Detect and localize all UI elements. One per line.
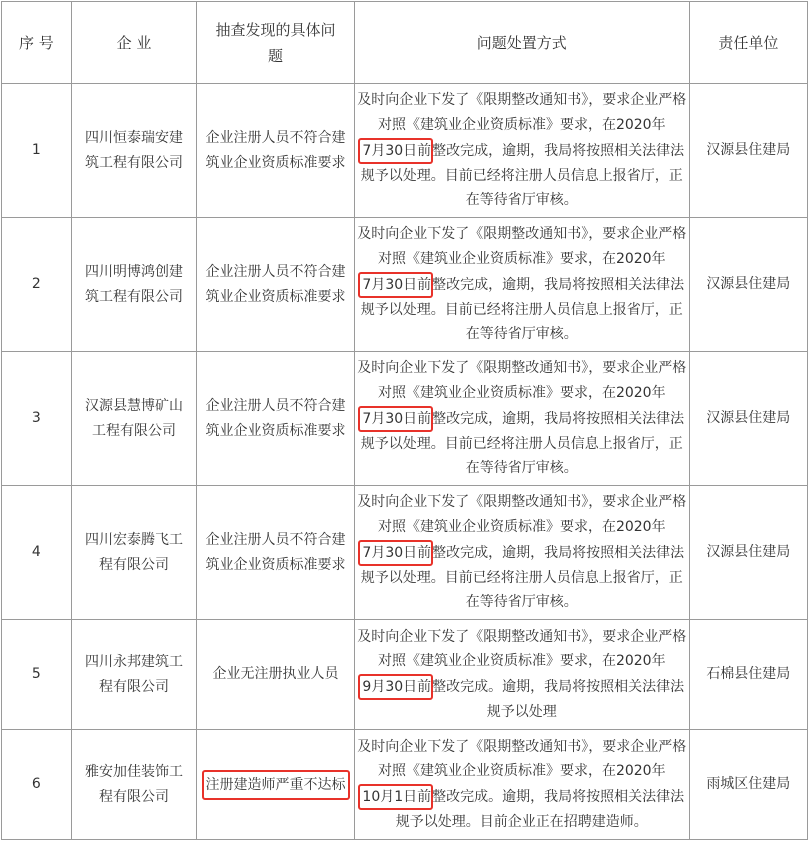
deadline-highlight: 7月30日前 xyxy=(358,138,433,164)
row-method xyxy=(354,218,689,352)
row-company: 雅安加佳装饰工程有限公司 xyxy=(71,730,196,840)
row-method xyxy=(354,620,689,730)
method-text-pre: 及时向企业下发了《限期整改通知书》，要求企业严格对照《建筑业企业资质标准》要求，在2020年 xyxy=(357,92,687,133)
header-method: 问题处置方式 xyxy=(354,2,689,84)
row-issue: 企业注册人员不符合建筑业企业资质标准要求 xyxy=(197,352,355,486)
row-unit: 雨城区住建局 xyxy=(689,730,807,840)
row-issue: 企业注册人员不符合建筑业企业资质标准要求 xyxy=(197,218,355,352)
method-text-pre: 及时向企业下发了《限期整改通知书》，要求企业严格对照《建筑业企业资质标准》要求，在2020年 xyxy=(357,494,687,535)
row-company: 四川明博鸿创建筑工程有限公司 xyxy=(71,218,196,352)
row-issue xyxy=(197,730,355,840)
deadline-highlight: 7月30日前 xyxy=(358,272,433,298)
row-index: 2 xyxy=(2,218,72,352)
method-text-pre: 及时向企业下发了《限期整改通知书》，要求企业严格对照《建筑业企业资质标准》要求，在2020年 xyxy=(357,226,687,267)
header-index: 序 号 xyxy=(2,2,72,84)
row-unit: 汉源县住建局 xyxy=(689,218,807,352)
method-text-post: 整改完成，逾期，我局将按照相关法律法规予以处理。目前已经将注册人员信息上报省厅，正在等待省厅审核。 xyxy=(360,544,685,611)
header-company: 企 业 xyxy=(71,2,196,84)
table-row xyxy=(2,620,808,730)
row-method xyxy=(354,730,689,840)
method-text-pre: 及时向企业下发了《限期整改通知书》，要求企业严格对照《建筑业企业资质标准》要求，在2020年 xyxy=(357,738,687,780)
method-text-post: 整改完成，逾期，我局将按照相关法律法规予以处理。目前已经将注册人员信息上报省厅，正在等待省厅审核。 xyxy=(360,410,685,477)
row-index: 4 xyxy=(2,486,72,620)
deadline-highlight: 7月30日前 xyxy=(358,406,433,432)
method-text-pre: 及时向企业下发了《限期整改通知书》，要求企业严格对照《建筑业企业资质标准》要求，在2020年 xyxy=(357,628,687,670)
table-header-row xyxy=(2,2,808,84)
table-row xyxy=(2,486,808,620)
deadline-highlight: 10月1日前 xyxy=(358,784,433,810)
table-row xyxy=(2,84,808,218)
issue-highlight: 注册建造师严重不达标 xyxy=(202,770,350,800)
row-unit: 石棉县住建局 xyxy=(689,620,807,730)
row-company: 汉源县慧博矿山工程有限公司 xyxy=(71,352,196,486)
row-index: 5 xyxy=(2,620,72,730)
row-issue: 企业注册人员不符合建筑业企业资质标准要求 xyxy=(197,486,355,620)
row-issue: 企业无注册执业人员 xyxy=(197,620,355,730)
row-index: 1 xyxy=(2,84,72,218)
header-unit: 责任单位 xyxy=(689,2,807,84)
row-method xyxy=(354,84,689,218)
deadline-highlight: 7月30日前 xyxy=(358,540,433,566)
row-index: 6 xyxy=(2,730,72,840)
row-method xyxy=(354,352,689,486)
table-row xyxy=(2,730,808,840)
deadline-highlight: 9月30日前 xyxy=(358,674,433,700)
row-method xyxy=(354,486,689,620)
method-text-post: 整改完成，逾期，我局将按照相关法律法规予以处理。目前已经将注册人员信息上报省厅，正在等待省厅审核。 xyxy=(360,276,685,343)
row-company: 四川永邦建筑工程有限公司 xyxy=(71,620,196,730)
method-text-post: 整改完成。逾期，我局将按照相关法律法规予以处理。目前企业正在招聘建造师。 xyxy=(395,788,685,830)
row-index: 3 xyxy=(2,352,72,486)
table-row xyxy=(2,218,808,352)
row-unit: 汉源县住建局 xyxy=(689,486,807,620)
method-text-post: 整改完成，逾期，我局将按照相关法律法规予以处理。目前已经将注册人员信息上报省厅，正在等待省厅审核。 xyxy=(360,142,685,209)
header-issue: 抽查发现的具体问题 xyxy=(197,2,355,84)
row-unit: 汉源县住建局 xyxy=(689,352,807,486)
method-text-pre: 及时向企业下发了《限期整改通知书》，要求企业严格对照《建筑业企业资质标准》要求，在2020年 xyxy=(357,360,687,401)
row-company: 四川宏泰腾飞工程有限公司 xyxy=(71,486,196,620)
row-issue: 企业注册人员不符合建筑业企业资质标准要求 xyxy=(197,84,355,218)
inspection-table xyxy=(1,1,808,840)
table-row xyxy=(2,352,808,486)
row-company: 四川恒泰瑞安建筑工程有限公司 xyxy=(71,84,196,218)
method-text-post: 整改完成。逾期，我局将按照相关法律法规予以处理 xyxy=(432,678,685,720)
row-unit: 汉源县住建局 xyxy=(689,84,807,218)
